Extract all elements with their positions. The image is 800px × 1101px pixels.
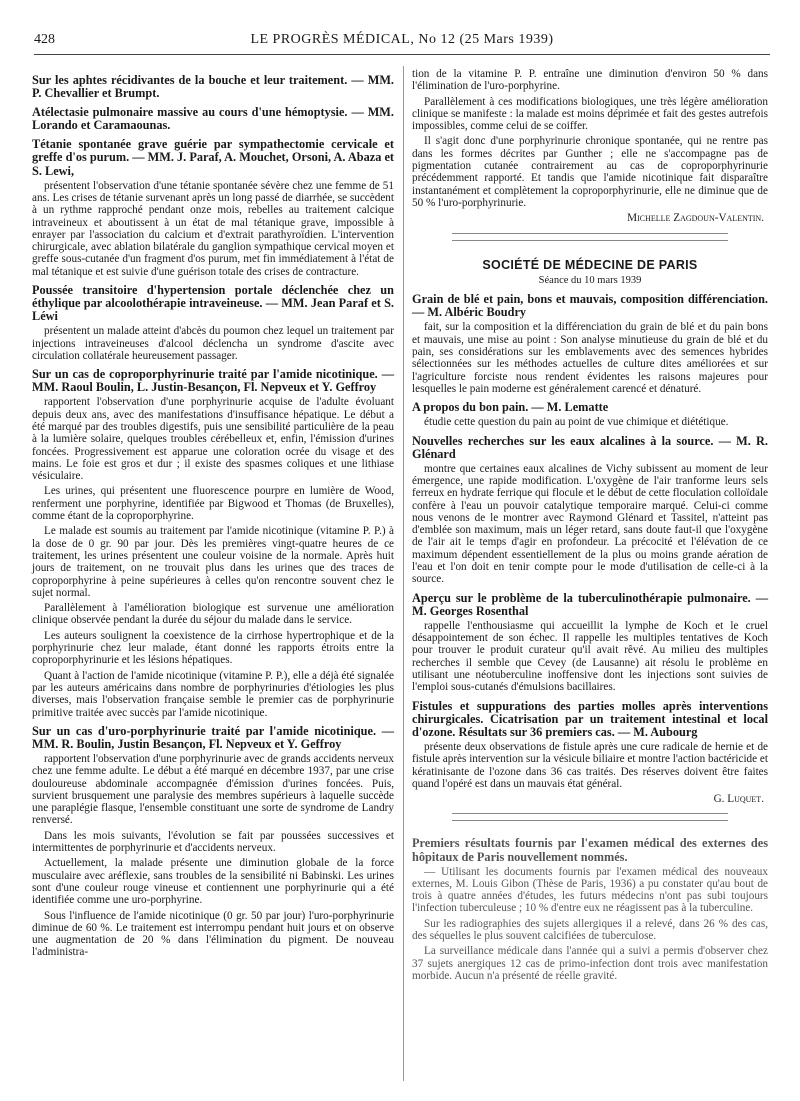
paragraph: Quant à l'action de l'amide nicotinique (vitamine P. P.), elle a déjà été signalée par les auteurs américains dans nombre de porphyrinuries d'étiologies les plus diverses, mais l'observation française semble le premier cas de porphyrinurie primitive traitée avec succès par l'amide nicotinique. [32, 669, 394, 719]
author-signature: G. Luquet. [713, 793, 764, 806]
page-number: 428 [34, 32, 55, 47]
paragraph: Parallèlement à l'amélioration biologique est survenue une amélioration clinique observée pendant la durée du séjour du malade dans le service. [32, 602, 394, 627]
author-signature: Michelle Zagdoun-Valentin. [627, 212, 764, 225]
paragraph: Les urines, qui présentent une fluorescence pourpre en lumière de Wood, renferment une porphyrine, identifiée par Bigwood et Thomas (de Bruxelles), comme étant de la coproporphyrine. [32, 485, 394, 523]
section-separator [452, 233, 728, 241]
society-heading: SOCIÉTÉ DE MÉDECINE DE PARIS [482, 257, 698, 272]
paragraph: fait, sur la composition et la différenciation du grain de blé et du pain bons et mauvais, une mise au point : Son analyse minutieuse du grain de blé et du pain, ses considérations sur les emblavements avec des semences hybrides sélectionnées sur les méthodes actuelles de culture dites améliorées et sur l'agriculture forciste nous rendent évidentes les raisons majeures pour lesquelles le pain moderne est généralement carencé et dénaturé. [412, 321, 768, 395]
paragraph: présente deux observations de fistule après une cure radicale de hernie et de fistule après intervention sur la vésicule biliaire et montre l'action bactéricide et kératinisante de l'ozone dans 36 cas traités. Des réserves doivent être faites quand l'opéré est dans un mauvais état général. [412, 740, 768, 790]
section-title: Tétanie spontanée grave guérie par sympathectomie cervicale et greffe d'os purum. — MM. J. Paraf, A. Mouchet, Orsoni, A. Abaza et S. Lewi, [32, 137, 394, 178]
paragraph: La surveillance médicale dans l'année qui a suivi a permis d'observer chez 37 sujets anergiques 12 cas de primo-infection dont trois avec manifestation morbide. Aucun n'a présenté de réelle gravité. [412, 945, 768, 982]
paragraph: Il s'agit donc d'une porphyrinurie chronique spontanée, qui ne rentre pas dans les formes décrites par Gunther ; elle ne s'accompagne pas de pigmentation cutanée contrairement au cas de coproporphyrinurie précédemment rapporté. Et tandis que l'amide nicotinique fait disparaître instantanément et complètement la coproporphyrinurie, elle ne diminue que de 50 % l'uro-porphyrinurie. [412, 135, 768, 209]
section-title: Premiers résultats fournis par l'examen médical des externes des hôpitaux de Paris nouvellement nommés. [412, 836, 768, 864]
section-separator [452, 813, 728, 821]
section-title: Fistules et suppurations des parties molles après interventions chirurgicales. Cicatrisation par un traitement intestinal et local d'ozone. Résultats sur 36 premiers cas. — M. Aubourg [412, 698, 768, 739]
paragraph: présentent un malade atteint d'abcès du poumon chez lequel un traitement par injections intraveineuses d'alcool déclencha un syndrome d'ascite avec circulation collatérale heureusement passager. [32, 325, 394, 362]
section-title: Grain de blé et pain, bons et mauvais, composition différenciation. — M. Albéric Boudry [412, 292, 768, 320]
section-title: Poussée transitoire d'hypertension portale déclenchée chez un éthylique par alcoolothérapie intraveineuse. — MM. Jean Paraf et S. Léwi [32, 283, 394, 324]
paragraph: Les auteurs soulignent la coexistence de la cirrhose hypertrophique et de la porphyrinurie chez leur malade, étant donné les rapports étroits entre la coproporphyrinurie et les lésions hépatiques. [32, 629, 394, 667]
section-title: Nouvelles recherches sur les eaux alcalines à la source. — M. R. Glénard [412, 433, 768, 461]
section-title: Sur un cas de coproporphyrinurie traité par l'amide nicotinique. — MM. Raoul Boulin, L. Justin-Besançon, Fl. Nepveux et Y. Geffroy [32, 367, 394, 395]
paragraph: présentent l'observation d'une tétanie spontanée sévère chez une femme de 51 ans. Les crises de tétanie survenant après un long passé de diarrhée, se succèdent à un rythme rapproché pendant onze mois, rebelles au traitement calcique intraveineux et aboutissent à un état de mal tétanique grave, impossible à enrayer par l'association du calcium et d'extrait parathyroïdien. L'intervention chirurgicale, avec ablation bilatérale du ganglion sympathique cervical moyen et greffe sous-cutanée d'un fragment d'os purum, met fin immédiatement à l'état de mal tétanique et est suivie d'une guérison totale des crises de contracture. [32, 179, 394, 278]
section-title: Aperçu sur le problème de la tuberculinothérapie pulmonaire. — M. Georges Rosenthal [412, 590, 768, 618]
paragraph: étudie cette question du pain au point de vue chimique et diététique. [424, 416, 729, 429]
paragraph: Dans les mois suivants, l'évolution se fait par poussées successives et intermittentes de porphyrinurie et d'accidents nerveux. [32, 829, 394, 855]
paragraph: montre que certaines eaux alcalines de Vichy subissent au moment de leur émergence, une rapide modification. L'oxygène de l'air tranforme leurs sels ferreux en hydrate ferrique qui flocule et le début de cette floculation colloïdale confère à l'eau un pouvoir catalytique temporaire marqué. Celui-ci comme nous venons de le montrer avec Raymond Glénard et Tassitel, n'atteint pas d'emblée son maximum, mais un léger retard, sans doute faut-il que l'oxygène de l'air ait le temps d'agir en profondeur. La précocité et l'élévation de ce maximum dépendent essentiellement de la plus ou moins grande aération de l'eau et l'on doit en tenir compte pour le mode d'utilisation de celle-ci à la source. [412, 462, 768, 586]
journal-title: LE PROGRÈS MÉDICAL, No 12 (25 Mars 1939) [250, 32, 554, 47]
paragraph: — Utilisant les documents fournis par l'examen médical des nouveaux externes, M. Louis Gibon (Thèse de Paris, 1936) a pu constater qu'au bout de trois à quatre années d'études, les futurs médecins n'ont pas subi toujours l'infection tuberculeuse ; 10 % d'entre eux ne réagissent pas à la tuberculine. [412, 865, 768, 915]
left-column [32, 68, 394, 962]
section-title: Atélectasie pulmonaire massive au cours d'une hémoptysie. — MM. Lorando et Caramaounas. [32, 105, 394, 133]
bleed-through-section [412, 837, 768, 982]
paragraph: rappelle l'enthousiasme qui accueillit la lymphe de Koch et le cruel désappointement de son échec. Il rappelle les multiples tentatives de Koch pour trouver le produit curateur qu'il avait rêvé. Au milieu des multiples recherches il semble que Cevey (de Lausanne) ait résolu le problème en utilisant une néotuberculine inoffensive dont les injections sont suivies de l'emploi sous-cutanés d'émulsions bacillaires. [412, 619, 768, 694]
paragraph: Sous l'influence de l'amide nicotinique (0 gr. 50 par jour) l'uro-porphyrinurie diminue de 60 %. Le traitement est interrompu pendant huit jours et on observe une augmentation de 20 % dans l'élimination du pigment. De nouveau l'administra- [32, 909, 394, 959]
paragraph: rapportent l'observation d'une porphyrinurie acquise de l'adulte évoluant depuis deux ans, avec des manifestations d'insuffisance hépatique. Le début a été marqué par des troubles digestifs, puis une sensibilité particulière de la peau à la lumière solaire, quelques troubles cérébelleux et, enfin, l'émission d'urines foncées. Progressivement est apparue une coloration ocrée du visage et des mains. Le foie est gros et dur ; il existe des spasmes coliques et une lithiase vésiculaire. [32, 396, 394, 483]
paragraph: Actuellement, la malade présente une diminution globale de la force musculaire avec aréflexie, sans troubles de la sensibilité ni Babinski. Les urines sont d'une couleur rouge vineuse et contiennent une porphyrinurie qui a été identifiée comme une uro-porphyrine. [32, 857, 394, 907]
paragraph: Sur les radiographies des sujets allergiques il a relevé, dans 26 % des cas, des séquelles le plus souvent calcifiées de tuberculose. [412, 917, 768, 943]
paragraph: tion de la vitamine P. P. entraîne une diminution d'environ 50 % dans l'élimination de l'uro-porphyrine. [412, 68, 768, 93]
section-title: Sur un cas d'uro-porphyrinurie traité par l'amide nicotinique. — MM. R. Boulin, Justin Besançon, Fl. Nepveux et Y. Geffroy [32, 723, 394, 751]
section-title: Sur les aphtes récidivantes de la bouche et leur traitement. — MM. P. Chevallier et Brumpt. [32, 73, 394, 101]
paragraph: Parallèlement à ces modifications biologiques, une très légère amélioration clinique se manifeste : la malade est moins déprimée et fait des gestes autrefois impossibles, comme celui de se coiffer. [412, 95, 768, 133]
session-date: Séance du 10 mars 1939 [538, 274, 642, 286]
paragraph: rapportent l'observation d'une porphyrinurie avec de grands accidents nerveux chez une femme adulte. Le début a été marqué en décembre 1937, par une crise douloureuse abdominale accompagnée d'émission d'urines foncées. Puis, survient brusquement une paralysie des membres supérieurs à laquelle succède une paraplégie flasque, l'ensemble constituant une sorte de syndrome de Landry renversé. [32, 753, 394, 827]
right-column [412, 68, 768, 985]
paragraph: Le malade est soumis au traitement par l'amide nicotinique (vitamine P. P.) à la dose de 0 gr. 90 par jour. Dès les premières vingt-quatre heures de ce traitement, les urines présentent une couleur voisine de la normale. Après huit jours de traitement, on ne trouvait plus dans les urines que des traces de coproporphyrine à peine supérieures à celles qu'on rencontre souvent chez le sujet normal. [32, 525, 394, 599]
section-title: A propos du bon pain. — M. Lematte [412, 400, 609, 415]
column-divider [403, 66, 404, 1081]
page-header [34, 32, 770, 55]
